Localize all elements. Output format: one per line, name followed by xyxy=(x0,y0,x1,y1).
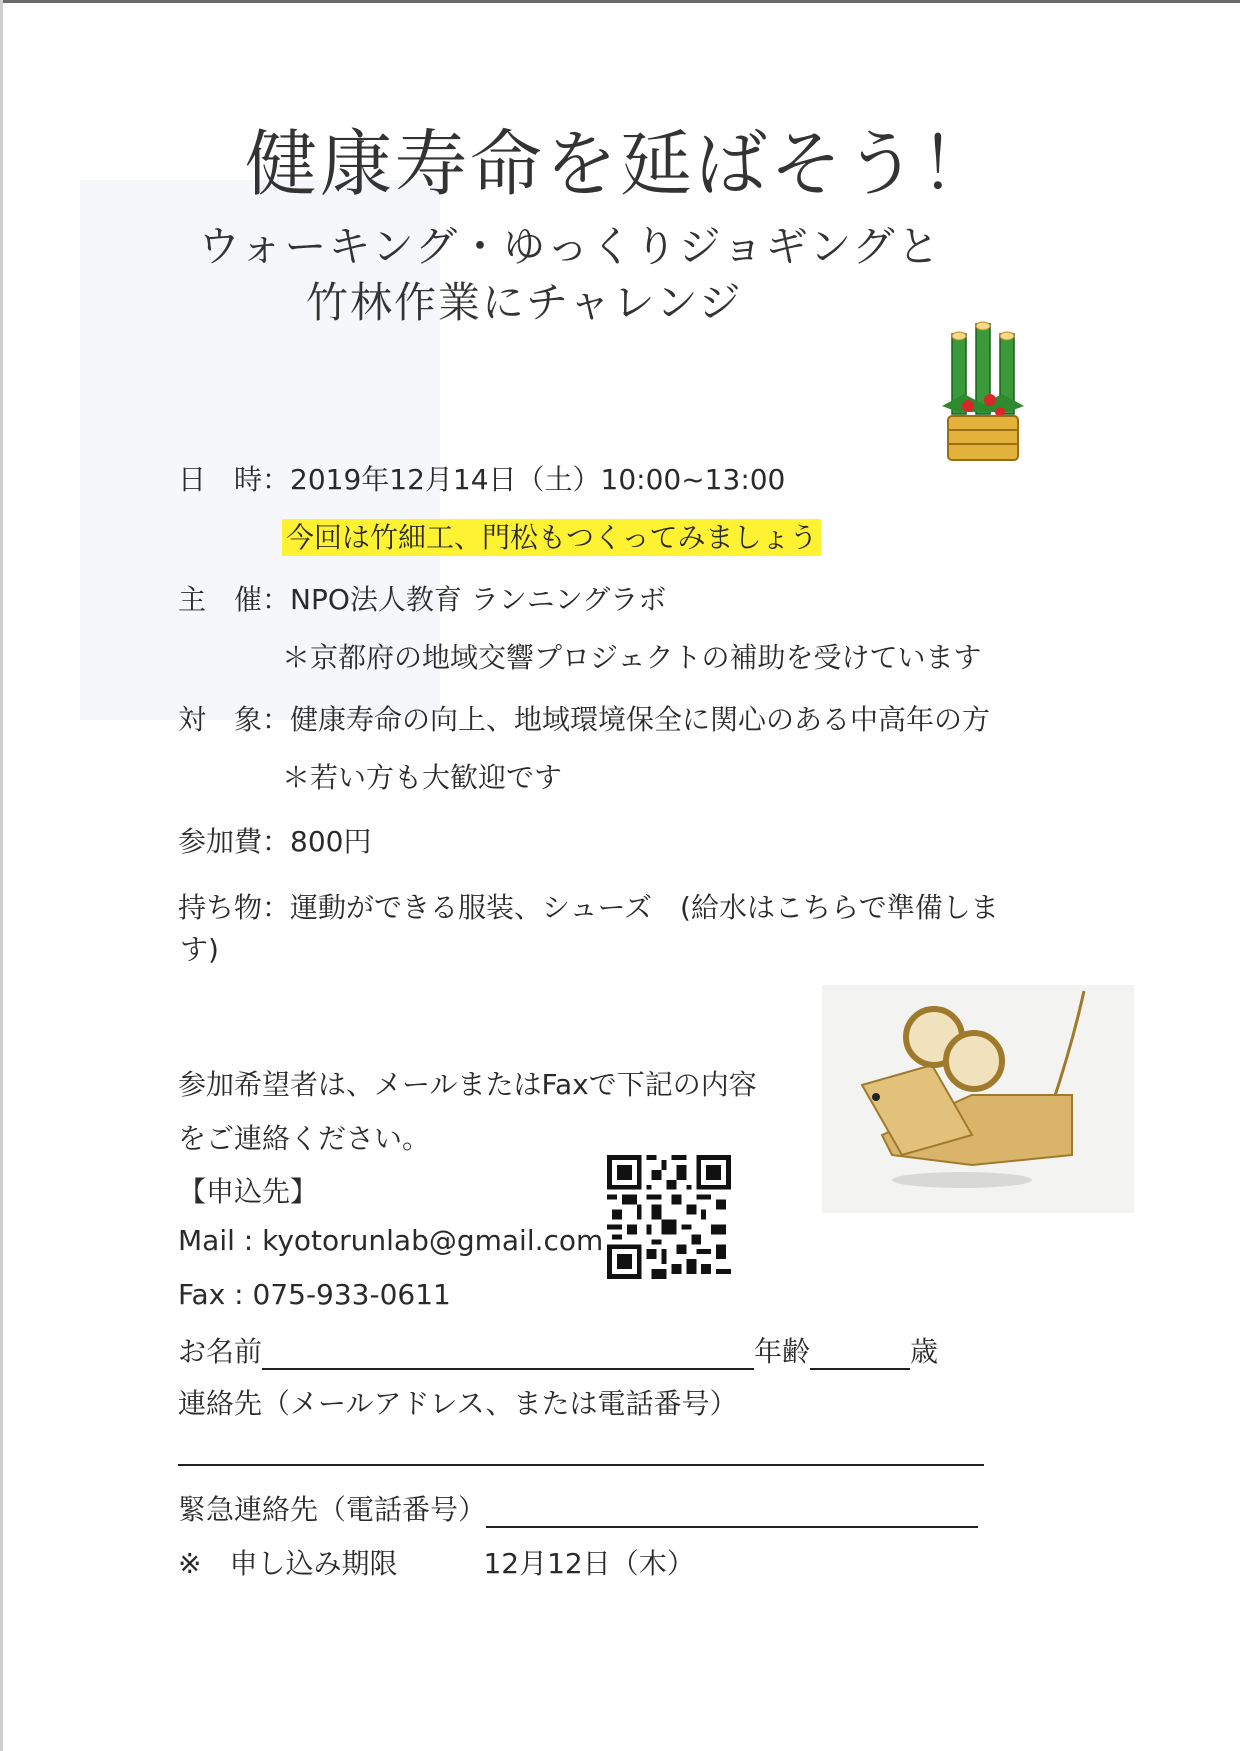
scan-edge-left xyxy=(0,0,3,1751)
emergency-label: 緊急連絡先（電話番号） xyxy=(178,1493,487,1526)
target-note: ＊若い方も大歓迎です xyxy=(282,761,563,794)
kadomatsu-illustration xyxy=(938,320,1028,470)
apply-fax: Fax : 075-933-0611 xyxy=(178,1278,451,1311)
name-row xyxy=(178,1330,938,1370)
belongings-label: 持ち物： xyxy=(178,891,291,924)
belongings-row xyxy=(178,890,999,926)
highlighted-note: 今回は竹細工、門松もつくってみましょう xyxy=(282,519,821,556)
fee-label: 参加費： xyxy=(178,825,291,858)
datetime-row xyxy=(178,462,785,498)
deadline-row xyxy=(178,1542,695,1582)
deadline-value: 12月12日（木） xyxy=(483,1547,695,1580)
contact-label: 連絡先（メールアドレス、または電話番号） xyxy=(178,1387,738,1420)
age-field[interactable] xyxy=(810,1338,910,1370)
name-field[interactable] xyxy=(262,1338,754,1370)
belongings-value: 運動ができる服装、シューズ (給水はこちらで準備しま xyxy=(290,891,999,924)
scan-edge xyxy=(0,0,1240,3)
age-label: 年齢 xyxy=(754,1335,811,1368)
datetime-label: 日 時： xyxy=(178,463,291,496)
bamboo-mouse-photo xyxy=(822,985,1134,1213)
age-unit: 歳 xyxy=(910,1335,939,1368)
contact-field[interactable] xyxy=(178,1464,984,1466)
deadline-label: 申し込み期限 xyxy=(229,1547,398,1580)
apply-text-line-1: 参加希望者は、メールまたはFaxで下記の内容 xyxy=(178,1068,757,1101)
subtitle-line-1: ウォーキング・ゆっくりジョギングと xyxy=(198,222,942,271)
organizer-note: ＊京都府の地域交響プロジェクトの補助を受けています xyxy=(282,641,982,674)
target-label: 対 象： xyxy=(178,703,291,736)
emergency-row xyxy=(178,1488,978,1528)
organizer-label: 主 催： xyxy=(178,583,291,616)
datetime-highlight-row xyxy=(282,516,821,556)
page-title: 健康寿命を延ばそう！ xyxy=(244,122,995,206)
subtitle-line-2: 竹林作業にチャレンジ xyxy=(306,278,743,327)
target-value: 健康寿命の向上、地域環境保全に関心のある中高年の方 xyxy=(290,703,991,736)
apply-heading: 【申込先】 xyxy=(178,1175,319,1208)
apply-text-line-2: をご連絡ください。 xyxy=(178,1122,431,1155)
apply-mail: Mail : kyotorunlab@gmail.com xyxy=(178,1224,604,1257)
target-row xyxy=(178,702,990,738)
emergency-field[interactable] xyxy=(486,1496,978,1528)
deadline-mark: ※ xyxy=(178,1547,202,1580)
organizer-value: NPO法人教育 ランニングラボ xyxy=(290,583,667,616)
fee-value: 800円 xyxy=(290,825,372,858)
qr-code[interactable] xyxy=(607,1155,731,1279)
datetime-value: 2019年12月14日（土）10:00~13:00 xyxy=(290,463,786,496)
fee-row xyxy=(178,824,371,860)
name-label: お名前 xyxy=(178,1335,263,1368)
belongings-value-continued: す) xyxy=(180,933,219,966)
organizer-row xyxy=(178,582,666,618)
